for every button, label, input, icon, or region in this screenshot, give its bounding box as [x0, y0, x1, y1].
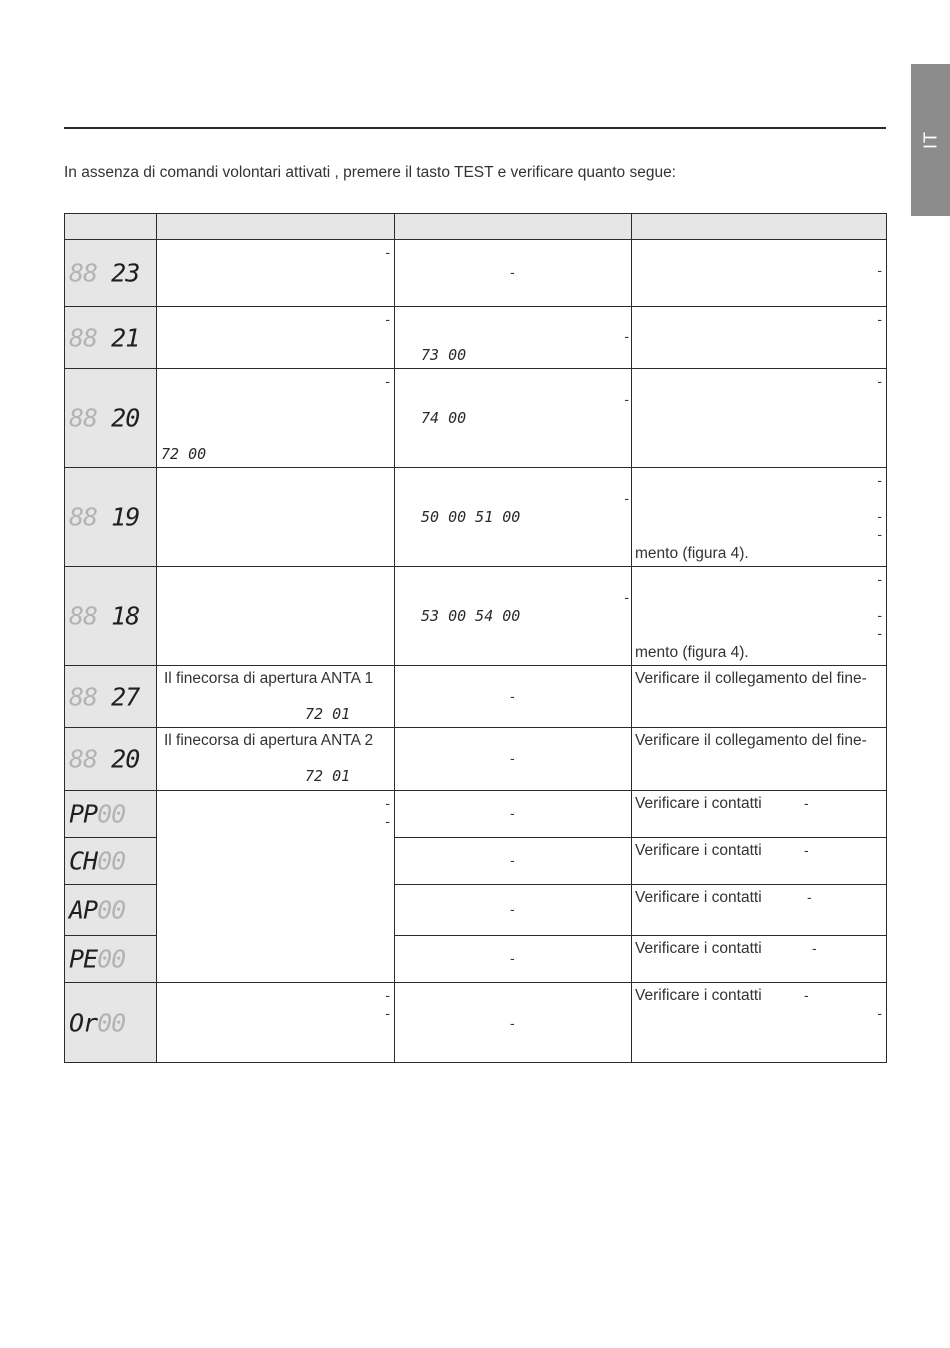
cell-text: Il finecorsa di apertura ANTA 1 — [164, 670, 374, 687]
display-code: 88 23 — [69, 258, 140, 288]
cell-text: Verificare i contatti — [635, 987, 762, 1004]
table-row: AP00 - Verificare i contatti - — [65, 885, 887, 936]
language-label: IT — [920, 131, 940, 149]
table-row: 88 19 - 50 00 51 00 - - - mento (figura 4). — [65, 468, 887, 567]
parameter-code: 53 00 54 00 — [421, 607, 521, 625]
parameter-code: 50 00 51 00 — [421, 508, 521, 526]
cell-text: mento (figura 4). — [635, 644, 749, 661]
cell-text: Verificare il collegamento del fine- — [635, 732, 867, 749]
table-row: 88 27 Il finecorsa di apertura ANTA 1 72 01 - Verificare il collegamento del fine- — [65, 666, 887, 728]
display-code: PP00 — [69, 799, 126, 829]
table-row: 88 18 - 53 00 54 00 - - - mento (figura 4). — [65, 567, 887, 666]
cell-text: Verificare i contatti — [635, 842, 762, 859]
display-code: 88 19 — [69, 502, 140, 532]
cell-text: Verificare i contatti — [635, 940, 762, 957]
intro-text: In assenza di comandi volontari attivati , premere il tasto TEST e verificare quanto segue: — [64, 164, 676, 181]
cell-text: Verificare il collegamento del fine- — [635, 670, 867, 687]
header-rule — [64, 127, 886, 129]
table-row: CH00 - Verificare i contatti - — [65, 838, 887, 885]
display-code: AP00 — [69, 895, 126, 925]
table-row: 88 20 - 72 00 - 74 00 - — [65, 369, 887, 468]
display-code: 88 21 — [69, 323, 140, 352]
table-header — [65, 214, 887, 240]
parameter-code: 73 00 — [421, 346, 467, 364]
table-row: 88 23 - - - — [65, 240, 887, 307]
table-row: 88 20 Il finecorsa di apertura ANTA 2 72 01 - Verificare il collegamento del fine- — [65, 728, 887, 791]
parameter-code: 72 01 — [305, 705, 351, 723]
display-code: PE00 — [69, 944, 126, 974]
cell-text: Verificare i contatti — [635, 795, 762, 812]
display-code: 88 20 — [69, 403, 140, 433]
display-code: CH00 — [69, 846, 126, 876]
table-row: 88 21 - - 73 00 - — [65, 307, 887, 369]
test-table — [64, 213, 887, 1063]
cell-text: mento (figura 4). — [635, 545, 749, 562]
display-code: 88 20 — [69, 744, 140, 774]
language-tab — [911, 64, 950, 216]
cell-text: Il finecorsa di apertura ANTA 2 — [164, 732, 374, 749]
parameter-code: 72 00 — [161, 445, 207, 463]
parameter-code: 72 01 — [305, 767, 351, 785]
table-row: PP00 - - - Verificare i contatti - — [65, 791, 887, 838]
parameter-code: 74 00 — [421, 409, 467, 427]
display-code: 88 18 — [69, 601, 140, 631]
table-row: PE00 - Verificare i contatti - — [65, 936, 887, 983]
display-code: Or00 — [69, 1008, 126, 1037]
display-code: 88 27 — [69, 682, 140, 711]
table-row: Or00 - - - Verificare i contatti - - — [65, 983, 887, 1063]
cell-text: Verificare i contatti — [635, 889, 762, 906]
